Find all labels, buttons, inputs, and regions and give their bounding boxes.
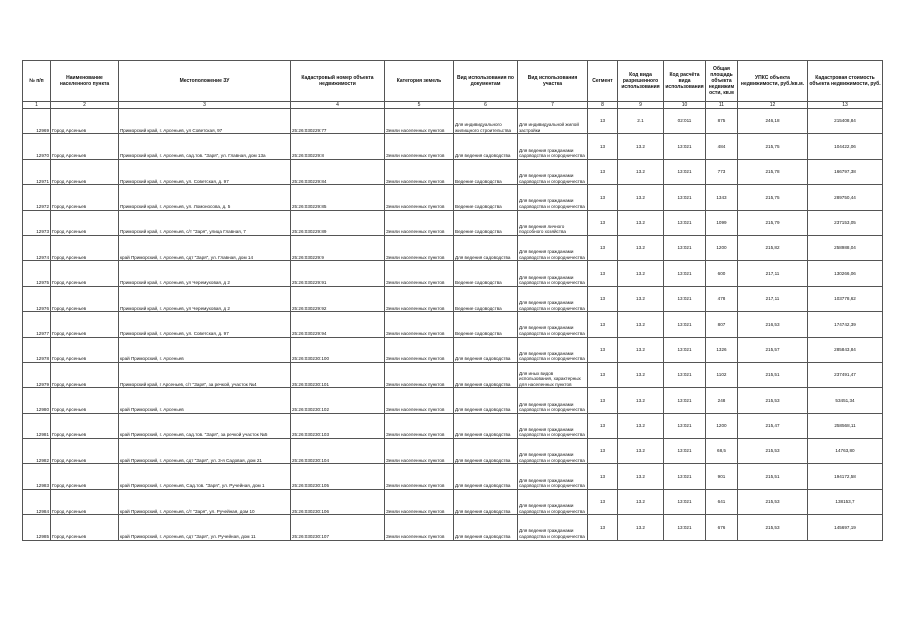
area-cell: 484 — [706, 134, 738, 159]
segment-cell: 13 — [588, 210, 618, 235]
upks-cell: 215,51 — [738, 464, 808, 489]
plot-use-cell: Для ведения гражданами садоводства и огородничества — [518, 159, 588, 184]
documented-use-cell: Ведение садоводства — [454, 185, 518, 210]
land-category-cell: Земли населенных пунктов — [385, 286, 454, 311]
column-header: Наименование населенного пункта — [51, 61, 119, 102]
table-row — [23, 261, 883, 286]
column-header: Местоположение ЗУ — [119, 61, 291, 102]
table-row — [23, 312, 883, 337]
land-category-cell: Земли населенных пунктов — [385, 515, 454, 540]
cadastral-value-cell: 166797,38 — [808, 159, 883, 184]
cadastral-number-cell: 25:26:030229:77 — [291, 109, 385, 134]
cadastral-value-cell: 215408,84 — [808, 109, 883, 134]
row-number-cell: 12981 — [23, 413, 51, 438]
permitted-use-code-cell: 2.1 — [618, 109, 664, 134]
land-category-cell: Земли населенных пунктов — [385, 413, 454, 438]
upks-cell: 215,75 — [738, 134, 808, 159]
column-number: 10 — [664, 102, 706, 109]
location-cell: Приморский край, г. Арсеньев, ул Черемуховая, д 2 — [119, 261, 291, 286]
upks-cell: 215,75 — [738, 185, 808, 210]
calculation-code-cell: 13:021 — [664, 362, 706, 387]
location-cell: край Приморский, г. Арсеньев, Сад.тов. "Заря", ул. Ручейная, дом 1 — [119, 464, 291, 489]
table-row — [23, 235, 883, 260]
segment-cell: 13 — [588, 362, 618, 387]
column-header: УПКС объекта недвижимости, руб./кв.м. — [738, 61, 808, 102]
permitted-use-code-cell: 13.2 — [618, 185, 664, 210]
column-header: Вид использования участка — [518, 61, 588, 102]
area-cell: 1200 — [706, 413, 738, 438]
location-cell: Приморский край, г. Арсеньев, сад.тов. "Заря", ул. Главная, дом 13а — [119, 134, 291, 159]
land-category-cell: Земли населенных пунктов — [385, 337, 454, 362]
land-category-cell: Земли населенных пунктов — [385, 134, 454, 159]
cadastral-value-cell: 194172,58 — [808, 464, 883, 489]
row-number-cell: 12983 — [23, 464, 51, 489]
land-category-cell: Земли населенных пунктов — [385, 464, 454, 489]
settlement-cell: Город Арсеньев — [51, 261, 119, 286]
row-number-cell: 12978 — [23, 337, 51, 362]
cadastral-number-cell: 25:26:030229:92 — [291, 286, 385, 311]
column-header: Категория земель — [385, 61, 454, 102]
table-row — [23, 439, 883, 464]
calculation-code-cell: 13:021 — [664, 413, 706, 438]
documented-use-cell: Для ведения садоводства — [454, 464, 518, 489]
location-cell: Приморский край, г. Арсеньев, ул. Советская, д. 97 — [119, 159, 291, 184]
upks-cell: 215,57 — [738, 337, 808, 362]
cadastral-value-cell: 14763,80 — [808, 439, 883, 464]
documented-use-cell: Для ведения садоводства — [454, 489, 518, 514]
settlement-cell: Город Арсеньев — [51, 337, 119, 362]
permitted-use-code-cell: 13.2 — [618, 413, 664, 438]
calculation-code-cell: 13:021 — [664, 185, 706, 210]
calculation-code-cell: 13:021 — [664, 388, 706, 413]
plot-use-cell: Для ведения личного подсобного хозяйства — [518, 210, 588, 235]
upks-cell: 215,51 — [738, 362, 808, 387]
table-row — [23, 362, 883, 387]
plot-use-cell: Для ведения гражданами садоводства и огородничества — [518, 489, 588, 514]
calculation-code-cell: 13:021 — [664, 134, 706, 159]
column-header: Код вида разрешенного использования — [618, 61, 664, 102]
permitted-use-code-cell: 13.2 — [618, 261, 664, 286]
upks-cell: 215,53 — [738, 515, 808, 540]
row-number-cell: 12985 — [23, 515, 51, 540]
cadastral-number-cell: 25:26:030229:94 — [291, 312, 385, 337]
column-header: Кадастровая стоимость объекта недвижимости, руб. — [808, 61, 883, 102]
documented-use-cell: Для ведения садоводства — [454, 388, 518, 413]
area-cell: 478 — [706, 286, 738, 311]
area-cell: 68,5 — [706, 439, 738, 464]
column-number-row — [23, 102, 883, 109]
location-cell: Приморский край, г. Арсеньев, ул. Ломоносова, д. 5 — [119, 185, 291, 210]
calculation-code-cell: 13:021 — [664, 464, 706, 489]
plot-use-cell: Для ведения гражданами садоводства и огородничества — [518, 388, 588, 413]
segment-cell: 13 — [588, 413, 618, 438]
cadastral-value-cell: 174742,39 — [808, 312, 883, 337]
cadastral-number-cell: 25:26:030230:102 — [291, 388, 385, 413]
documented-use-cell: Для ведения садоводства — [454, 134, 518, 159]
documented-use-cell: Ведение садоводства — [454, 210, 518, 235]
permitted-use-code-cell: 13.2 — [618, 388, 664, 413]
cadastral-value-cell: 130266,06 — [808, 261, 883, 286]
table-row — [23, 515, 883, 540]
upks-cell: 215,78 — [738, 159, 808, 184]
land-category-cell: Земли населенных пунктов — [385, 439, 454, 464]
permitted-use-code-cell: 13.2 — [618, 235, 664, 260]
location-cell: Приморский край, г. Арсеньев, ул Советская, 97 — [119, 109, 291, 134]
settlement-cell: Город Арсеньев — [51, 109, 119, 134]
cadastral-value-cell: 285843,84 — [808, 337, 883, 362]
column-number: 9 — [618, 102, 664, 109]
segment-cell: 13 — [588, 159, 618, 184]
plot-use-cell: Для ведения гражданами садоводства и огородничества — [518, 312, 588, 337]
location-cell: Приморский край, г. Арсеньев, ул Черемуховая, д 2 — [119, 286, 291, 311]
row-number-cell: 12973 — [23, 210, 51, 235]
table-row — [23, 413, 883, 438]
documented-use-cell: Ведение садоводства — [454, 312, 518, 337]
land-category-cell: Земли населенных пунктов — [385, 185, 454, 210]
plot-use-cell: Для иных видов использования, характерных для населенных пунктов — [518, 362, 588, 387]
settlement-cell: Город Арсеньев — [51, 388, 119, 413]
row-number-cell: 12982 — [23, 439, 51, 464]
documented-use-cell: Ведение садоводства — [454, 286, 518, 311]
row-number-cell: 12975 — [23, 261, 51, 286]
column-number: 13 — [808, 102, 883, 109]
plot-use-cell: Для ведения гражданами садоводства и огородничества — [518, 413, 588, 438]
location-cell: край Приморский, г. Арсеньев, сад.тов. "Заря", за речкой участок №5 — [119, 413, 291, 438]
segment-cell: 13 — [588, 185, 618, 210]
calculation-code-cell: 13:021 — [664, 261, 706, 286]
row-number-cell: 12970 — [23, 134, 51, 159]
cadastral-value-sheet — [22, 60, 882, 541]
column-number: 5 — [385, 102, 454, 109]
location-cell: край Приморский, г. Арсеньев, с/т "Заря", ул. Ручейная, дом 10 — [119, 489, 291, 514]
plot-use-cell: Для ведения гражданами садоводства и огородничества — [518, 286, 588, 311]
column-number: 3 — [119, 102, 291, 109]
calculation-code-cell: 13:021 — [664, 312, 706, 337]
cadastral-value-cell: 237153,05 — [808, 210, 883, 235]
segment-cell: 13 — [588, 134, 618, 159]
settlement-cell: Город Арсеньев — [51, 362, 119, 387]
land-category-cell: Земли населенных пунктов — [385, 261, 454, 286]
settlement-cell: Город Арсеньев — [51, 439, 119, 464]
cadastral-number-cell: 25:26:030229:89 — [291, 210, 385, 235]
land-category-cell: Земли населенных пунктов — [385, 362, 454, 387]
plot-use-cell: Для ведения гражданами садоводства и огородничества — [518, 464, 588, 489]
settlement-cell: Город Арсеньев — [51, 489, 119, 514]
calculation-code-cell: 13:021 — [664, 439, 706, 464]
cadastral-number-cell: 25:26:030229:9 — [291, 235, 385, 260]
calculation-code-cell: 02:011 — [664, 109, 706, 134]
plot-use-cell: Для ведения гражданами садоводства и огородничества — [518, 134, 588, 159]
land-category-cell: Земли населенных пунктов — [385, 210, 454, 235]
cadastral-value-cell: 145697,19 — [808, 515, 883, 540]
area-cell: 676 — [706, 515, 738, 540]
land-category-cell: Земли населенных пунктов — [385, 109, 454, 134]
calculation-code-cell: 13:021 — [664, 159, 706, 184]
upks-cell: 216,53 — [738, 312, 808, 337]
documented-use-cell: Для ведения садоводства — [454, 362, 518, 387]
plot-use-cell: Для ведения гражданами садоводства и огородничества — [518, 515, 588, 540]
row-number-cell: 12984 — [23, 489, 51, 514]
table-row — [23, 109, 883, 134]
upks-cell: 215,53 — [738, 388, 808, 413]
plot-use-cell: Для индивидуальной жилой застройки — [518, 109, 588, 134]
row-number-cell: 12976 — [23, 286, 51, 311]
calculation-code-cell: 13:021 — [664, 489, 706, 514]
column-header: Сегмент — [588, 61, 618, 102]
cadastral-number-cell: 25:26:030230:105 — [291, 464, 385, 489]
column-header: Кадастровый номер объекта недвижимости — [291, 61, 385, 102]
segment-cell: 13 — [588, 235, 618, 260]
cadastral-value-cell: 104422,06 — [808, 134, 883, 159]
calculation-code-cell: 13:021 — [664, 286, 706, 311]
documented-use-cell: Для ведения садоводства — [454, 235, 518, 260]
location-cell: край Приморский, г. Арсеньев — [119, 388, 291, 413]
upks-cell: 215,79 — [738, 210, 808, 235]
cadastral-value-cell: 103778,62 — [808, 286, 883, 311]
documented-use-cell: Для ведения садоводства — [454, 337, 518, 362]
upks-cell: 215,82 — [738, 235, 808, 260]
plot-use-cell: Для ведения гражданами садоводства и огородничества — [518, 235, 588, 260]
column-header: Код расчёта вида использования — [664, 61, 706, 102]
land-category-cell: Земли населенных пунктов — [385, 388, 454, 413]
plot-use-cell: Для ведения гражданами садоводства и огородничества — [518, 337, 588, 362]
settlement-cell: Город Арсеньев — [51, 159, 119, 184]
permitted-use-code-cell: 13.2 — [618, 439, 664, 464]
cadastral-value-cell: 237491,47 — [808, 362, 883, 387]
settlement-cell: Город Арсеньев — [51, 312, 119, 337]
permitted-use-code-cell: 13.2 — [618, 515, 664, 540]
segment-cell: 13 — [588, 286, 618, 311]
permitted-use-code-cell: 13.2 — [618, 464, 664, 489]
area-cell: 1102 — [706, 362, 738, 387]
segment-cell: 13 — [588, 439, 618, 464]
cadastral-number-cell: 25:26:030229:84 — [291, 159, 385, 184]
area-cell: 248 — [706, 388, 738, 413]
cadastral-number-cell: 25:26:030230:106 — [291, 489, 385, 514]
upks-cell: 215,47 — [738, 413, 808, 438]
location-cell: край Приморский, г. Арсеньев, сдт "Заря", ул. Ручейная, дом 11 — [119, 515, 291, 540]
cadastral-number-cell: 25:26:030230:103 — [291, 413, 385, 438]
permitted-use-code-cell: 13.2 — [618, 134, 664, 159]
calculation-code-cell: 13:021 — [664, 210, 706, 235]
row-number-cell: 12977 — [23, 312, 51, 337]
documented-use-cell: Для ведения садоводства — [454, 439, 518, 464]
area-cell: 600 — [706, 261, 738, 286]
permitted-use-code-cell: 13.2 — [618, 362, 664, 387]
permitted-use-code-cell: 13.2 — [618, 159, 664, 184]
plot-use-cell: Для ведения гражданами садоводства и огородничества — [518, 261, 588, 286]
row-number-cell: 12971 — [23, 159, 51, 184]
table-row — [23, 134, 883, 159]
settlement-cell: Город Арсеньев — [51, 515, 119, 540]
column-number: 12 — [738, 102, 808, 109]
settlement-cell: Город Арсеньев — [51, 210, 119, 235]
column-number: 8 — [588, 102, 618, 109]
land-category-cell: Земли населенных пунктов — [385, 235, 454, 260]
header-row — [23, 61, 883, 102]
settlement-cell: Город Арсеньев — [51, 464, 119, 489]
cadastral-number-cell: 25:26:030230:101 — [291, 362, 385, 387]
land-category-cell: Земли населенных пунктов — [385, 159, 454, 184]
table-row — [23, 159, 883, 184]
upks-cell: 246,18 — [738, 109, 808, 134]
segment-cell: 13 — [588, 261, 618, 286]
cadastral-value-cell: 53451,34 — [808, 388, 883, 413]
calculation-code-cell: 13:021 — [664, 235, 706, 260]
documented-use-cell: Ведение садоводства — [454, 261, 518, 286]
location-cell: Приморский край, г Арсеньев, с/т "Заря", за речкой, участок №4 — [119, 362, 291, 387]
row-number-cell: 12974 — [23, 235, 51, 260]
table-row — [23, 210, 883, 235]
row-number-cell: 12979 — [23, 362, 51, 387]
documented-use-cell: Ведение садоводства — [454, 159, 518, 184]
column-number: 2 — [51, 102, 119, 109]
segment-cell: 13 — [588, 515, 618, 540]
table-row — [23, 185, 883, 210]
area-cell: 875 — [706, 109, 738, 134]
segment-cell: 13 — [588, 489, 618, 514]
table-row — [23, 388, 883, 413]
area-cell: 773 — [706, 159, 738, 184]
upks-cell: 217,11 — [738, 286, 808, 311]
table-body — [23, 109, 883, 541]
area-cell: 1343 — [706, 185, 738, 210]
table-header — [23, 61, 883, 109]
plot-use-cell: Для ведения гражданами садоводства и огородничества — [518, 439, 588, 464]
cadastral-number-cell: 25:26:030229:91 — [291, 261, 385, 286]
cadastral-number-cell: 25:26:030230:100 — [291, 337, 385, 362]
column-header: № п/п — [23, 61, 51, 102]
plot-use-cell: Для ведения гражданами садоводства и огородничества — [518, 185, 588, 210]
segment-cell: 13 — [588, 388, 618, 413]
upks-cell: 215,53 — [738, 489, 808, 514]
permitted-use-code-cell: 13.2 — [618, 312, 664, 337]
cadastral-value-cell: 258988,04 — [808, 235, 883, 260]
segment-cell: 13 — [588, 337, 618, 362]
table-row — [23, 489, 883, 514]
cadastral-number-cell: 25:26:030229:85 — [291, 185, 385, 210]
permitted-use-code-cell: 13.2 — [618, 489, 664, 514]
permitted-use-code-cell: 13.2 — [618, 337, 664, 362]
settlement-cell: Город Арсеньев — [51, 286, 119, 311]
column-number: 4 — [291, 102, 385, 109]
column-number: 7 — [518, 102, 588, 109]
column-number: 11 — [706, 102, 738, 109]
location-cell: край Приморский, г. Арсеньев, сдт "Заря", ул. Главная, дом 14 — [119, 235, 291, 260]
permitted-use-code-cell: 13.2 — [618, 210, 664, 235]
cadastral-value-cell: 289750,44 — [808, 185, 883, 210]
location-cell: Приморский край, г. Арсеньев, ул. Советская, д. 97 — [119, 312, 291, 337]
column-header: Вид использования по документам — [454, 61, 518, 102]
settlement-cell: Город Арсеньев — [51, 134, 119, 159]
segment-cell: 13 — [588, 109, 618, 134]
documented-use-cell: Для ведения садоводства — [454, 515, 518, 540]
calculation-code-cell: 13:021 — [664, 337, 706, 362]
land-category-cell: Земли населенных пунктов — [385, 489, 454, 514]
cadastral-value-cell: 258568,11 — [808, 413, 883, 438]
location-cell: край Приморский, г. Арсеньев, сдт "Заря", ул. 3-я Садовая, дом 21 — [119, 439, 291, 464]
table-row — [23, 464, 883, 489]
row-number-cell: 12969 — [23, 109, 51, 134]
area-cell: 641 — [706, 489, 738, 514]
land-category-cell: Земли населенных пунктов — [385, 312, 454, 337]
documented-use-cell: Для индивидуального жилищного строительства — [454, 109, 518, 134]
cadastral-table — [22, 60, 883, 541]
upks-cell: 215,53 — [738, 439, 808, 464]
table-row — [23, 337, 883, 362]
segment-cell: 13 — [588, 312, 618, 337]
table-row — [23, 286, 883, 311]
area-cell: 1326 — [706, 337, 738, 362]
cadastral-value-cell: 138153,7 — [808, 489, 883, 514]
segment-cell: 13 — [588, 464, 618, 489]
calculation-code-cell: 13:021 — [664, 515, 706, 540]
cadastral-number-cell: 25:26:030229:8 — [291, 134, 385, 159]
area-cell: 1200 — [706, 235, 738, 260]
row-number-cell: 12980 — [23, 388, 51, 413]
column-number: 1 — [23, 102, 51, 109]
cadastral-number-cell: 25:26:030230:107 — [291, 515, 385, 540]
area-cell: 1099 — [706, 210, 738, 235]
cadastral-number-cell: 25:26:030230:104 — [291, 439, 385, 464]
documented-use-cell: Для ведения садоводства — [454, 413, 518, 438]
upks-cell: 217,11 — [738, 261, 808, 286]
location-cell: Приморский край, г. Арсеньев, с/т "Заря", улица Главная, 7 — [119, 210, 291, 235]
area-cell: 807 — [706, 312, 738, 337]
permitted-use-code-cell: 13.2 — [618, 286, 664, 311]
location-cell: край Приморский, г. Арсеньев — [119, 337, 291, 362]
row-number-cell: 12972 — [23, 185, 51, 210]
settlement-cell: Город Арсеньев — [51, 235, 119, 260]
column-header: Общая площадь объекта недвижим ости, кв.м — [706, 61, 738, 102]
column-number: 6 — [454, 102, 518, 109]
settlement-cell: Город Арсеньев — [51, 185, 119, 210]
settlement-cell: Город Арсеньев — [51, 413, 119, 438]
area-cell: 901 — [706, 464, 738, 489]
